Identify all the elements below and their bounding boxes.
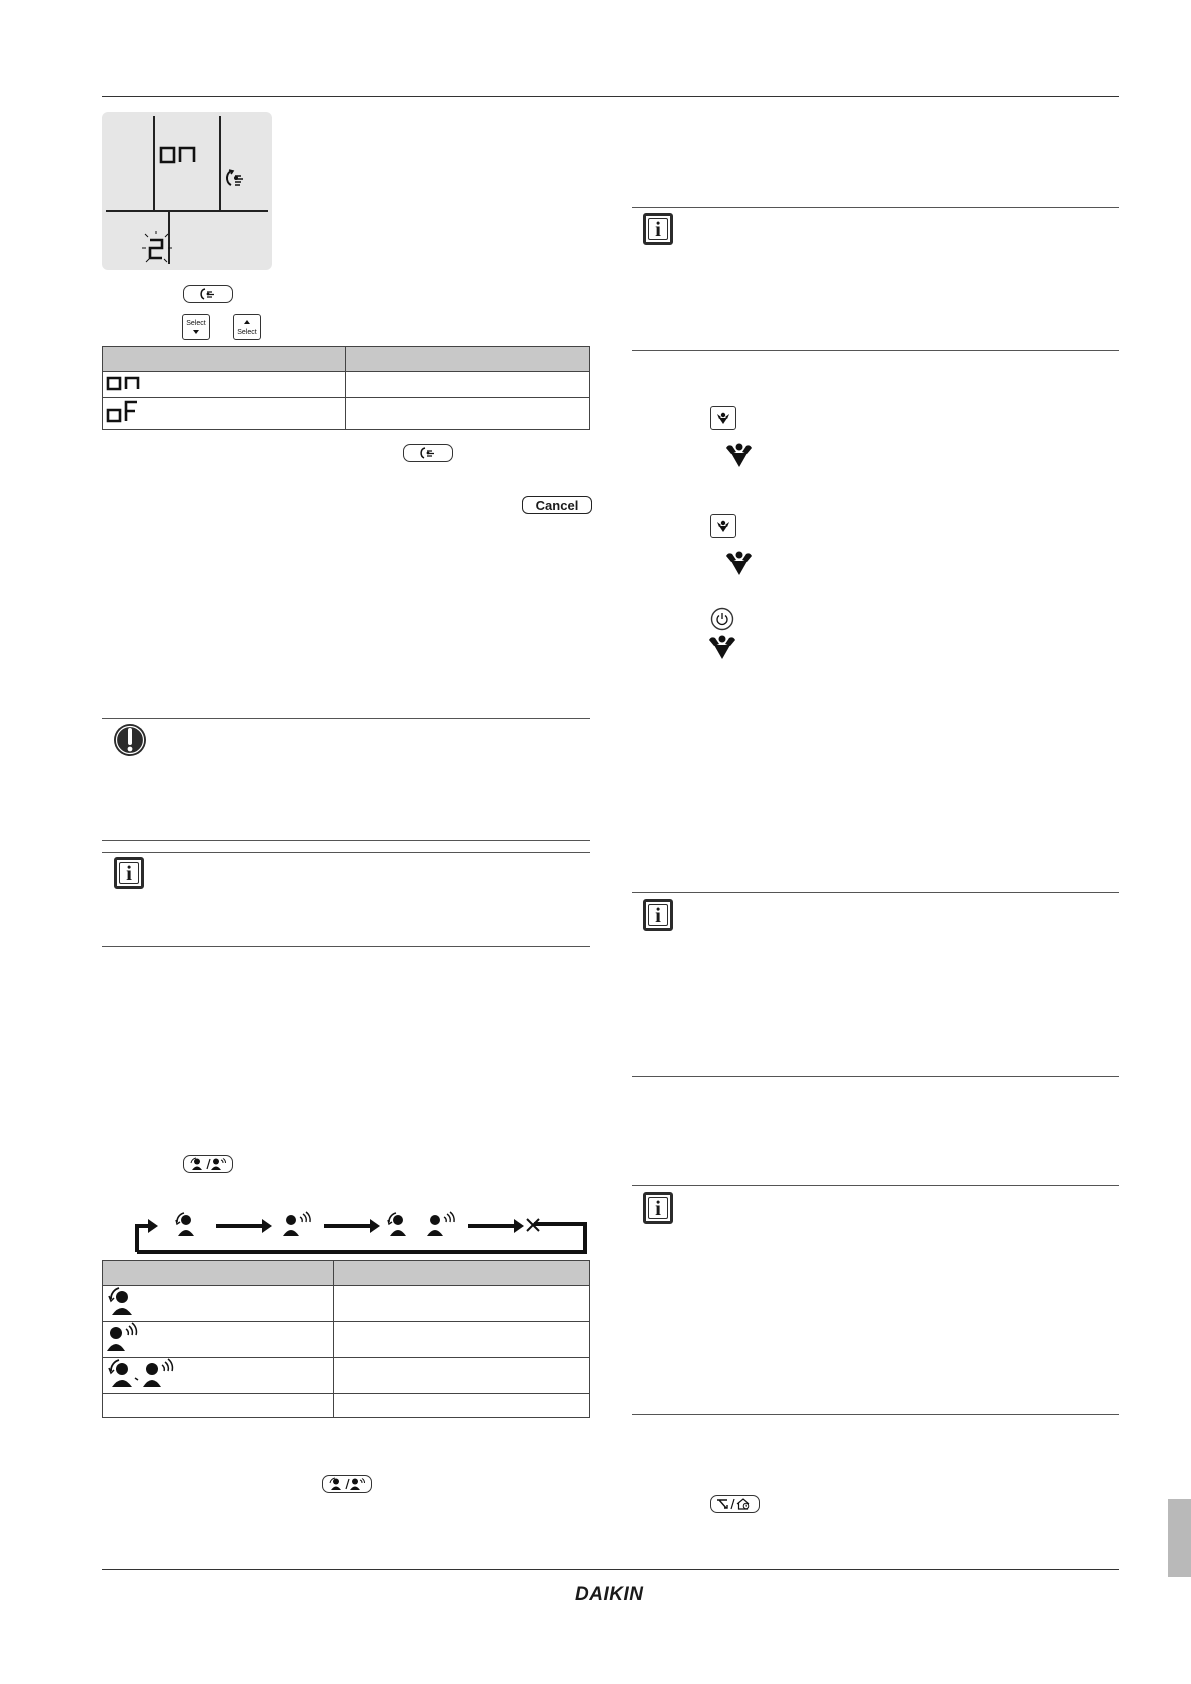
powerful-icon: [714, 518, 732, 534]
header-rule: [102, 96, 1119, 97]
setting-table-header-col2: [346, 347, 590, 372]
airflow-button[interactable]: [183, 285, 233, 303]
sensor-table-header-col1: [103, 1261, 334, 1286]
presence-sensor-icon: [188, 1157, 228, 1171]
info-right3-bottom-rule: [632, 1414, 1119, 1415]
timer-home-button[interactable]: [710, 1495, 760, 1513]
person-direct-icon: [283, 1212, 310, 1236]
select-up-button[interactable]: [233, 314, 261, 340]
powerful-button-2[interactable]: [710, 514, 736, 538]
info-icon: i: [643, 213, 673, 245]
sensor-mode-cycle-diagram: [134, 1208, 590, 1256]
setting-row-off: [103, 398, 346, 430]
select-down-button[interactable]: [182, 314, 210, 340]
sensor-table: [102, 1260, 590, 1418]
airflow-button-2[interactable]: [403, 444, 453, 462]
select-up-icon: [235, 316, 259, 338]
lcd-on-segment: [158, 144, 198, 166]
sensor-row-off-desc: [334, 1394, 590, 1418]
info-left-top-rule: [102, 852, 590, 853]
cancel-button[interactable]: Cancel: [522, 496, 592, 514]
info-right1-bottom-rule: [632, 350, 1119, 351]
sensor-row-direct-desc: [334, 1322, 590, 1358]
info-right3-top-rule: [632, 1185, 1119, 1186]
lcd-airflow-icon: [222, 168, 248, 190]
info-icon: i: [114, 857, 144, 889]
setting-row-off-desc: [346, 398, 590, 430]
setting-table: [102, 346, 590, 430]
lcd-blinking-digit: [140, 230, 174, 266]
exclamation-icon: [112, 722, 148, 758]
sensor-row-avoid: [103, 1286, 334, 1322]
setting-table-header-col1: [103, 347, 346, 372]
select-down-icon: [184, 316, 208, 338]
person-avoid-direct-icon: [106, 1358, 178, 1388]
setting-row-on: [103, 372, 346, 398]
info-right2-bottom-rule: [632, 1076, 1119, 1077]
segment-on-icon: [106, 372, 146, 392]
info-icon: i: [643, 899, 673, 931]
power-button[interactable]: [710, 607, 734, 631]
footer-rule: [102, 1569, 1119, 1570]
person-direct-icon: [427, 1212, 454, 1236]
person-avoid-icon: [176, 1213, 194, 1236]
timer-home-icon: [715, 1497, 755, 1511]
sensor-button-2[interactable]: [322, 1475, 372, 1493]
sensor-button[interactable]: [183, 1155, 233, 1173]
powerful-button[interactable]: [710, 406, 736, 430]
person-avoid-icon: [388, 1213, 406, 1236]
airflow-hand-icon: [197, 287, 219, 301]
sensor-row-avoid-desc: [334, 1286, 590, 1322]
powerful-indicator-icon: [724, 550, 754, 576]
svg-text:Select: Select: [186, 320, 206, 327]
info-right1-top-rule: [632, 207, 1119, 208]
segment-of-icon: [106, 399, 146, 423]
remote-lcd-display: [102, 112, 272, 270]
info-left-bottom-rule: [102, 946, 590, 947]
sensor-row-off: [103, 1394, 334, 1418]
setting-row-on-desc: [346, 372, 590, 398]
warning-top-rule: [102, 718, 590, 719]
airflow-hand-icon: [417, 446, 439, 460]
sensor-row-direct: [103, 1322, 334, 1358]
sensor-row-both: [103, 1358, 334, 1394]
info-icon: i: [643, 1192, 673, 1224]
daikin-logo: DAIKIN: [575, 1584, 644, 1605]
chapter-tab: [1168, 1499, 1191, 1577]
powerful-indicator-icon: [724, 442, 754, 468]
sensor-table-header-col2: [334, 1261, 590, 1286]
powerful-icon: [714, 410, 732, 426]
person-avoid-icon: [106, 1286, 136, 1316]
presence-sensor-icon: [327, 1477, 367, 1491]
warning-bottom-rule: [102, 840, 590, 841]
info-right2-top-rule: [632, 892, 1119, 893]
svg-text:Select: Select: [237, 329, 257, 336]
person-direct-icon: [106, 1322, 138, 1352]
sensor-row-both-desc: [334, 1358, 590, 1394]
powerful-indicator-icon: [707, 634, 737, 660]
